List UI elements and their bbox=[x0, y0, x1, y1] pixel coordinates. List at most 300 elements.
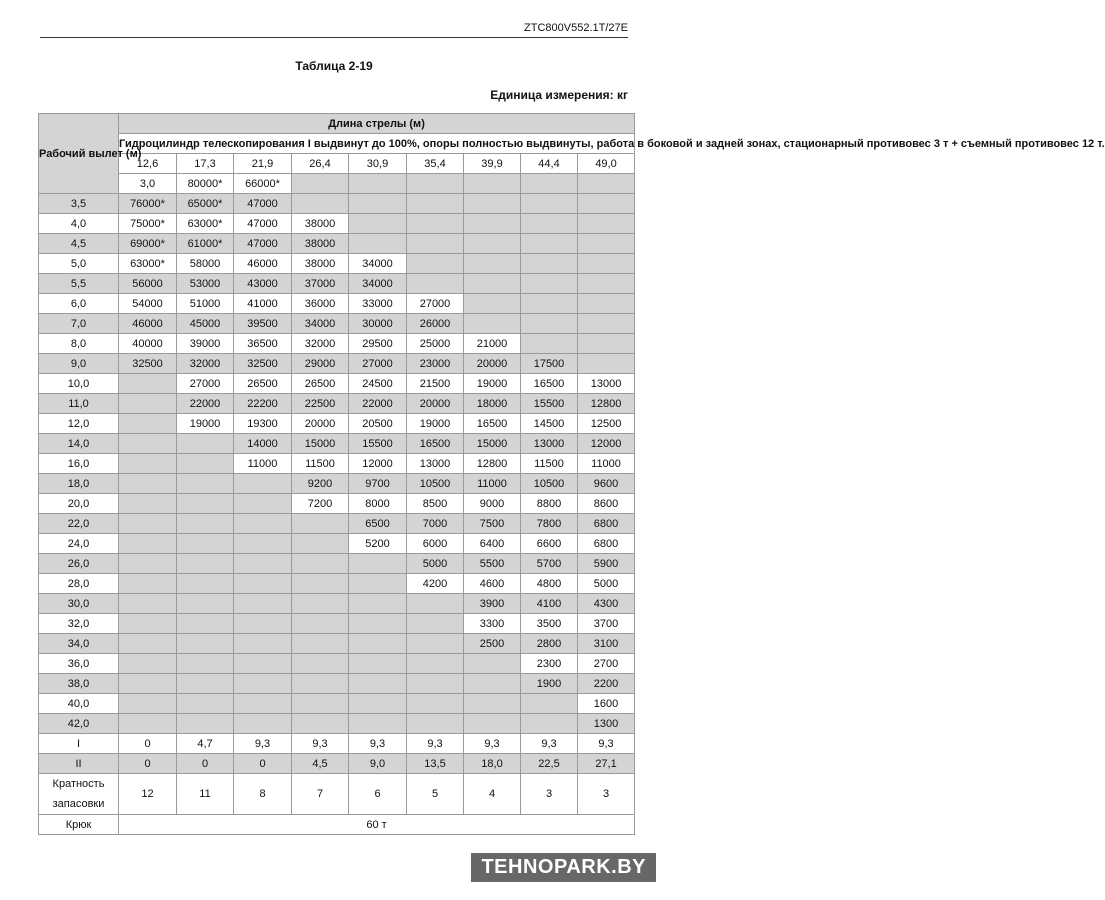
load-cell: 33000 bbox=[349, 294, 407, 314]
table-row bbox=[39, 274, 635, 294]
load-cell bbox=[234, 594, 292, 614]
radius-cell: 18,0 bbox=[39, 474, 119, 494]
load-cell bbox=[521, 294, 578, 314]
load-cell: 47000 bbox=[234, 234, 292, 254]
load-cell: 14500 bbox=[521, 414, 578, 434]
load-cell bbox=[521, 254, 578, 274]
load-cell bbox=[464, 714, 521, 734]
load-cell: 36500 bbox=[234, 334, 292, 354]
load-cell: 8000 bbox=[349, 494, 407, 514]
load-cell: 45000 bbox=[177, 314, 234, 334]
load-cell bbox=[119, 414, 177, 434]
load-cell: 69000* bbox=[119, 234, 177, 254]
load-cell: 29500 bbox=[349, 334, 407, 354]
load-cell bbox=[349, 554, 407, 574]
load-cell bbox=[292, 534, 349, 554]
load-cell bbox=[234, 534, 292, 554]
load-cell bbox=[177, 694, 234, 714]
load-cell bbox=[119, 574, 177, 594]
load-cell bbox=[464, 274, 521, 294]
table-row bbox=[39, 374, 635, 394]
load-cell: 14000 bbox=[234, 434, 292, 454]
load-cell bbox=[119, 454, 177, 474]
radius-cell: 3,5 bbox=[39, 194, 119, 214]
load-cell: 5000 bbox=[578, 574, 635, 594]
load-cell bbox=[119, 434, 177, 454]
table-row bbox=[39, 214, 635, 234]
load-cell: 4600 bbox=[464, 574, 521, 594]
load-cell bbox=[578, 194, 635, 214]
load-cell: 3 bbox=[578, 774, 635, 815]
load-cell bbox=[119, 654, 177, 674]
load-cell bbox=[177, 614, 234, 634]
load-cell bbox=[578, 214, 635, 234]
load-cell bbox=[578, 274, 635, 294]
load-cell: 9700 bbox=[349, 474, 407, 494]
load-cell: 3300 bbox=[464, 614, 521, 634]
radius-cell: 30,0 bbox=[39, 594, 119, 614]
load-cell: 32000 bbox=[177, 354, 234, 374]
table-row bbox=[39, 514, 635, 534]
load-cell bbox=[521, 194, 578, 214]
load-cell bbox=[464, 294, 521, 314]
radius-cell: 8,0 bbox=[39, 334, 119, 354]
load-cell bbox=[407, 694, 464, 714]
load-cell: 12800 bbox=[464, 454, 521, 474]
load-cell bbox=[292, 194, 349, 214]
load-cell bbox=[464, 314, 521, 334]
load-cell bbox=[349, 634, 407, 654]
load-cell bbox=[177, 514, 234, 534]
load-cell: 9,3 bbox=[292, 734, 349, 754]
load-cell: 22000 bbox=[177, 394, 234, 414]
document-code: ZTC800V552.1T/27E bbox=[524, 22, 628, 34]
load-cell bbox=[464, 674, 521, 694]
load-cell bbox=[521, 274, 578, 294]
boom-length-header: Длина стрелы (м) bbox=[119, 114, 635, 134]
load-cell: 25000 bbox=[407, 334, 464, 354]
load-cell bbox=[349, 174, 407, 194]
load-cell: 6600 bbox=[521, 534, 578, 554]
load-cell: 9,3 bbox=[234, 734, 292, 754]
load-cell: 13000 bbox=[407, 454, 464, 474]
load-cell bbox=[119, 374, 177, 394]
table-row bbox=[39, 754, 635, 774]
load-cell bbox=[292, 674, 349, 694]
load-cell bbox=[234, 574, 292, 594]
load-cell bbox=[578, 294, 635, 314]
load-cell: 8500 bbox=[407, 494, 464, 514]
load-cell: 46000 bbox=[234, 254, 292, 274]
load-cell: 6800 bbox=[578, 514, 635, 534]
load-cell bbox=[407, 714, 464, 734]
load-cell: 39000 bbox=[177, 334, 234, 354]
load-cell bbox=[119, 594, 177, 614]
load-cell: 32000 bbox=[292, 334, 349, 354]
table-row bbox=[39, 554, 635, 574]
table-row bbox=[39, 634, 635, 654]
table-row bbox=[39, 174, 635, 194]
load-cell bbox=[292, 574, 349, 594]
load-cell: 32500 bbox=[234, 354, 292, 374]
load-cell: 20000 bbox=[292, 414, 349, 434]
load-cell: 53000 bbox=[177, 274, 234, 294]
load-cell: 26500 bbox=[234, 374, 292, 394]
radius-cell: 40,0 bbox=[39, 694, 119, 714]
table-row bbox=[39, 254, 635, 274]
load-cell: 4300 bbox=[578, 594, 635, 614]
load-cell bbox=[578, 254, 635, 274]
radius-cell: Кратность запасовки bbox=[39, 774, 119, 815]
table-row bbox=[39, 414, 635, 434]
load-cell: 23000 bbox=[407, 354, 464, 374]
load-cell: 8 bbox=[234, 774, 292, 815]
radius-cell: 5,0 bbox=[39, 254, 119, 274]
load-cell: 27,1 bbox=[578, 754, 635, 774]
load-cell: 9000 bbox=[464, 494, 521, 514]
radius-cell: 3,0 bbox=[119, 174, 177, 194]
load-cell bbox=[234, 614, 292, 634]
load-cell bbox=[177, 454, 234, 474]
load-cell: 7000 bbox=[407, 514, 464, 534]
load-cell: 75000* bbox=[119, 214, 177, 234]
load-cell: 3700 bbox=[578, 614, 635, 634]
radius-cell: 28,0 bbox=[39, 574, 119, 594]
load-cell: 0 bbox=[119, 754, 177, 774]
load-cell: 65000* bbox=[177, 194, 234, 214]
radius-cell: 22,0 bbox=[39, 514, 119, 534]
load-cell: 2800 bbox=[521, 634, 578, 654]
radius-cell: 32,0 bbox=[39, 614, 119, 634]
table-row bbox=[39, 674, 635, 694]
load-cell: 2500 bbox=[464, 634, 521, 654]
load-cell bbox=[119, 514, 177, 534]
load-cell: 21000 bbox=[464, 334, 521, 354]
load-chart-table bbox=[38, 113, 1105, 835]
load-cell bbox=[349, 234, 407, 254]
radius-cell: 11,0 bbox=[39, 394, 119, 414]
load-cell: 0 bbox=[177, 754, 234, 774]
load-cell: 46000 bbox=[119, 314, 177, 334]
radius-cell: 16,0 bbox=[39, 454, 119, 474]
table-title: Таблица 2-19 bbox=[295, 59, 373, 73]
load-cell bbox=[119, 694, 177, 714]
load-cell: 22,5 bbox=[521, 754, 578, 774]
load-cell: 5000 bbox=[407, 554, 464, 574]
radius-cell: II bbox=[39, 754, 119, 774]
load-cell: 11500 bbox=[292, 454, 349, 474]
load-cell: 4,5 bbox=[292, 754, 349, 774]
load-cell: 26500 bbox=[292, 374, 349, 394]
load-cell: 34000 bbox=[292, 314, 349, 334]
load-cell: 41000 bbox=[234, 294, 292, 314]
load-cell: 15500 bbox=[349, 434, 407, 454]
load-cell bbox=[349, 694, 407, 714]
load-cell: 11000 bbox=[464, 474, 521, 494]
load-cell: 27000 bbox=[349, 354, 407, 374]
load-cell bbox=[234, 554, 292, 574]
load-cell: 29000 bbox=[292, 354, 349, 374]
load-cell: 24500 bbox=[349, 374, 407, 394]
load-cell: 61000* bbox=[177, 234, 234, 254]
load-cell: 7 bbox=[292, 774, 349, 815]
load-cell: 80000* bbox=[177, 174, 234, 194]
radius-column-header: Рабочий вылет (м) bbox=[39, 114, 119, 194]
load-cell: 19300 bbox=[234, 414, 292, 434]
load-cell: 9,3 bbox=[521, 734, 578, 754]
hook-value: 60 т bbox=[119, 815, 635, 835]
load-cell bbox=[407, 194, 464, 214]
load-cell: 63000* bbox=[177, 214, 234, 234]
load-cell bbox=[234, 674, 292, 694]
radius-cell: 4,5 bbox=[39, 234, 119, 254]
hook-row bbox=[39, 815, 635, 835]
load-cell bbox=[177, 534, 234, 554]
load-cell bbox=[119, 494, 177, 514]
load-cell: 6500 bbox=[349, 514, 407, 534]
table-row bbox=[39, 454, 635, 474]
load-cell bbox=[234, 634, 292, 654]
load-cell: 6400 bbox=[464, 534, 521, 554]
load-cell: 56000 bbox=[119, 274, 177, 294]
load-cell: 9,3 bbox=[407, 734, 464, 754]
load-cell bbox=[349, 614, 407, 634]
radius-cell: 14,0 bbox=[39, 434, 119, 454]
boom-length-cell: 49,0 bbox=[578, 154, 635, 174]
load-cell: 32500 bbox=[119, 354, 177, 374]
table-row bbox=[39, 334, 635, 354]
load-cell bbox=[177, 474, 234, 494]
load-cell bbox=[234, 654, 292, 674]
load-cell bbox=[292, 554, 349, 574]
load-cell: 22200 bbox=[234, 394, 292, 414]
load-cell: 13000 bbox=[578, 374, 635, 394]
table-row bbox=[39, 434, 635, 454]
operating-condition-text: Гидроцилиндр телескопирования I выдвинут до 100%, опоры полностью выдвинуты, работа в боковой и задней зонах, стационарный противовес 3 т + съемный противовес 12 т. bbox=[119, 134, 635, 154]
load-cell: 13000 bbox=[521, 434, 578, 454]
radius-cell: 36,0 bbox=[39, 654, 119, 674]
load-cell bbox=[521, 694, 578, 714]
load-cell: 9,3 bbox=[578, 734, 635, 754]
load-cell: 5200 bbox=[349, 534, 407, 554]
load-cell bbox=[292, 654, 349, 674]
table-row bbox=[39, 614, 635, 634]
load-cell bbox=[521, 234, 578, 254]
boom-length-cell: 26,4 bbox=[292, 154, 349, 174]
load-cell: 9,3 bbox=[349, 734, 407, 754]
load-cell bbox=[407, 674, 464, 694]
load-cell bbox=[578, 334, 635, 354]
load-cell: 6000 bbox=[407, 534, 464, 554]
load-cell bbox=[177, 574, 234, 594]
table-row bbox=[39, 494, 635, 514]
load-cell bbox=[521, 174, 578, 194]
table-row bbox=[39, 574, 635, 594]
load-cell: 16500 bbox=[464, 414, 521, 434]
load-cell bbox=[578, 354, 635, 374]
load-cell bbox=[407, 254, 464, 274]
load-cell bbox=[119, 634, 177, 654]
load-cell: 19000 bbox=[464, 374, 521, 394]
hook-label: Крюк bbox=[39, 815, 119, 835]
load-cell: 30000 bbox=[349, 314, 407, 334]
load-cell: 5900 bbox=[578, 554, 635, 574]
load-cell: 19000 bbox=[407, 414, 464, 434]
load-cell bbox=[407, 174, 464, 194]
load-cell: 58000 bbox=[177, 254, 234, 274]
load-cell bbox=[177, 714, 234, 734]
load-cell bbox=[521, 214, 578, 234]
load-cell: 51000 bbox=[177, 294, 234, 314]
load-cell: 13,5 bbox=[407, 754, 464, 774]
load-cell: 9200 bbox=[292, 474, 349, 494]
load-cell bbox=[119, 534, 177, 554]
load-cell bbox=[119, 474, 177, 494]
load-cell bbox=[292, 694, 349, 714]
load-cell: 7500 bbox=[464, 514, 521, 534]
load-cell bbox=[177, 654, 234, 674]
load-cell: 17500 bbox=[521, 354, 578, 374]
radius-cell: 7,0 bbox=[39, 314, 119, 334]
load-cell: 12800 bbox=[578, 394, 635, 414]
unit-note: Единица измерения: кг bbox=[490, 88, 628, 102]
boom-length-cell: 30,9 bbox=[349, 154, 407, 174]
load-cell bbox=[349, 574, 407, 594]
load-cell bbox=[292, 594, 349, 614]
radius-cell: 38,0 bbox=[39, 674, 119, 694]
radius-cell: 24,0 bbox=[39, 534, 119, 554]
load-cell: 1300 bbox=[578, 714, 635, 734]
table-row bbox=[39, 734, 635, 754]
load-cell: 5 bbox=[407, 774, 464, 815]
load-cell: 38000 bbox=[292, 214, 349, 234]
radius-cell: 6,0 bbox=[39, 294, 119, 314]
load-cell: 12 bbox=[119, 774, 177, 815]
load-cell bbox=[464, 694, 521, 714]
load-cell: 2700 bbox=[578, 654, 635, 674]
table-row bbox=[39, 294, 635, 314]
load-cell bbox=[464, 654, 521, 674]
load-cell bbox=[349, 214, 407, 234]
load-cell bbox=[349, 654, 407, 674]
load-cell: 18,0 bbox=[464, 754, 521, 774]
boom-length-cell: 44,4 bbox=[521, 154, 578, 174]
load-cell bbox=[349, 674, 407, 694]
load-cell bbox=[521, 334, 578, 354]
load-cell bbox=[464, 254, 521, 274]
radius-cell: 20,0 bbox=[39, 494, 119, 514]
boom-length-cell: 35,4 bbox=[407, 154, 464, 174]
load-cell: 38000 bbox=[292, 234, 349, 254]
radius-cell: 34,0 bbox=[39, 634, 119, 654]
load-cell bbox=[234, 474, 292, 494]
load-cell bbox=[177, 634, 234, 654]
load-cell bbox=[234, 514, 292, 534]
load-cell bbox=[177, 594, 234, 614]
boom-length-cell: 12,6 bbox=[119, 154, 177, 174]
table-row bbox=[39, 354, 635, 374]
load-cell: 11500 bbox=[521, 454, 578, 474]
load-cell bbox=[407, 634, 464, 654]
radius-cell: I bbox=[39, 734, 119, 754]
load-cell bbox=[119, 674, 177, 694]
radius-cell: 4,0 bbox=[39, 214, 119, 234]
load-cell bbox=[292, 514, 349, 534]
load-cell: 27000 bbox=[407, 294, 464, 314]
load-cell bbox=[407, 274, 464, 294]
load-cell bbox=[349, 194, 407, 214]
load-cell: 3900 bbox=[464, 594, 521, 614]
load-cell: 20000 bbox=[464, 354, 521, 374]
load-cell: 0 bbox=[119, 734, 177, 754]
load-cell: 43000 bbox=[234, 274, 292, 294]
load-cell: 20000 bbox=[407, 394, 464, 414]
load-cell: 27000 bbox=[177, 374, 234, 394]
radius-cell: 12,0 bbox=[39, 414, 119, 434]
load-cell: 6 bbox=[349, 774, 407, 815]
load-cell bbox=[119, 394, 177, 414]
load-cell bbox=[177, 554, 234, 574]
load-cell: 63000* bbox=[119, 254, 177, 274]
load-cell bbox=[349, 714, 407, 734]
load-cell: 47000 bbox=[234, 214, 292, 234]
load-cell: 16500 bbox=[521, 374, 578, 394]
load-cell: 21500 bbox=[407, 374, 464, 394]
load-cell bbox=[464, 174, 521, 194]
load-cell bbox=[119, 554, 177, 574]
load-cell: 4,7 bbox=[177, 734, 234, 754]
load-cell bbox=[521, 314, 578, 334]
table-row bbox=[39, 774, 635, 815]
load-cell: 9,3 bbox=[464, 734, 521, 754]
load-cell bbox=[292, 614, 349, 634]
load-cell: 9600 bbox=[578, 474, 635, 494]
header-divider bbox=[40, 37, 628, 38]
load-cell bbox=[349, 594, 407, 614]
load-cell: 15500 bbox=[521, 394, 578, 414]
load-cell: 4800 bbox=[521, 574, 578, 594]
load-cell bbox=[407, 214, 464, 234]
table-row bbox=[39, 694, 635, 714]
load-cell: 10500 bbox=[521, 474, 578, 494]
load-cell bbox=[234, 494, 292, 514]
load-cell: 9,0 bbox=[349, 754, 407, 774]
load-cell: 37000 bbox=[292, 274, 349, 294]
load-cell: 2200 bbox=[578, 674, 635, 694]
load-cell bbox=[407, 234, 464, 254]
load-cell: 5700 bbox=[521, 554, 578, 574]
load-cell: 8600 bbox=[578, 494, 635, 514]
load-cell: 0 bbox=[234, 754, 292, 774]
load-cell bbox=[407, 614, 464, 634]
load-cell: 22000 bbox=[349, 394, 407, 414]
radius-cell: 10,0 bbox=[39, 374, 119, 394]
table-row bbox=[39, 594, 635, 614]
load-cell bbox=[119, 714, 177, 734]
load-cell bbox=[521, 714, 578, 734]
table-row bbox=[39, 194, 635, 214]
load-cell: 3100 bbox=[578, 634, 635, 654]
load-cell bbox=[464, 234, 521, 254]
load-cell: 47000 bbox=[234, 194, 292, 214]
load-cell bbox=[292, 714, 349, 734]
load-cell bbox=[407, 594, 464, 614]
load-cell bbox=[578, 174, 635, 194]
load-cell: 1600 bbox=[578, 694, 635, 714]
load-cell: 34000 bbox=[349, 274, 407, 294]
load-cell: 11000 bbox=[578, 454, 635, 474]
watermark: TEHNOPARK.BY bbox=[471, 853, 656, 882]
